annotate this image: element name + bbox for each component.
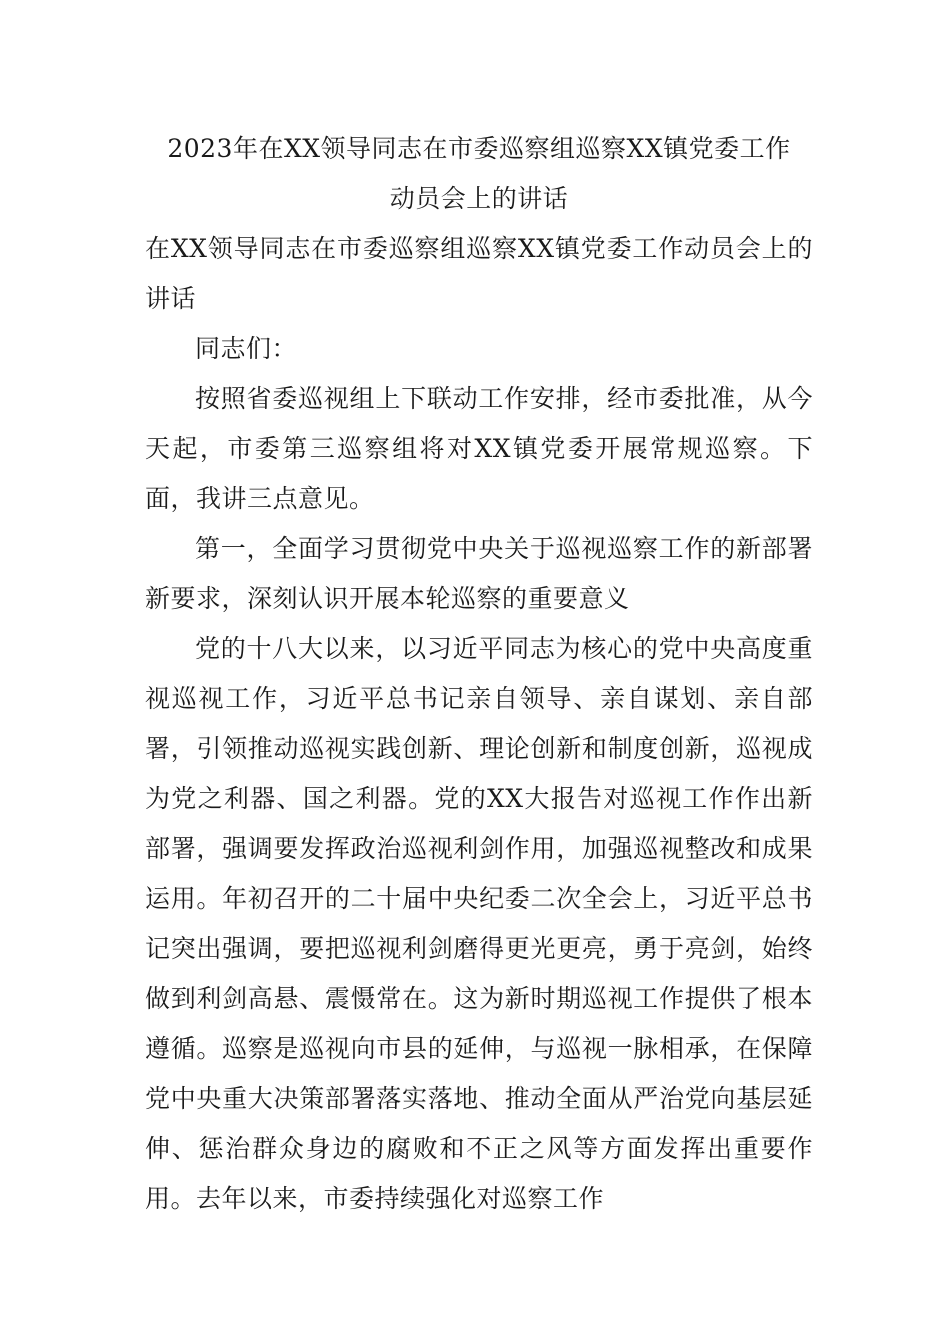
paragraph-intro: 按照省委巡视组上下联动工作安排，经市委批准，从今天起，市委第三巡察组将对XX镇党委开展常规巡察。下面，我讲三点意见。 bbox=[145, 384, 813, 513]
document-page bbox=[145, 124, 813, 1224]
greeting: 同志们： bbox=[195, 334, 298, 363]
paragraph-body: 党的十八大以来，以习近平同志为核心的党中央高度重视巡视工作，习近平总书记亲自领导、亲自谋划、亲自部署，引领推动巡视实践创新、理论创新和制度创新，巡视成为党之利器、国之利器。党的XX大报告对巡视工作作出新部署，强调要发挥政治巡视利剑作用，加强巡视整改和成果运用。年初召开的二十届中央纪委二次全会上，习近平总书记突出强调，要把巡视利剑磨得更光更亮，勇于亮剑，始终做到利剑高悬、震慑常在。这为新时期巡视工作提供了根本遵循。巡察是巡视向市县的延伸，与巡视一脉相承，在保障党中央重大决策部署落实落地、推动全面从严治党向基层延伸、惩治群众身边的腐败和不正之风等方面发挥出重要作用。去年以来，市委持续强化对巡察工作 bbox=[145, 634, 813, 1213]
section-heading-first: 第一，全面学习贯彻党中央关于巡视巡察工作的新部署新要求，深刻认识开展本轮巡察的重要意义 bbox=[145, 534, 813, 613]
document-title-line-1: 2023年在XX领导同志在市委巡察组巡察XX镇党委工作 bbox=[167, 134, 791, 163]
document-title-line-2: 动员会上的讲话 bbox=[389, 184, 569, 213]
document-subtitle: 在XX领导同志在市委巡察组巡察XX镇党委工作动员会上的讲话 bbox=[145, 234, 813, 313]
